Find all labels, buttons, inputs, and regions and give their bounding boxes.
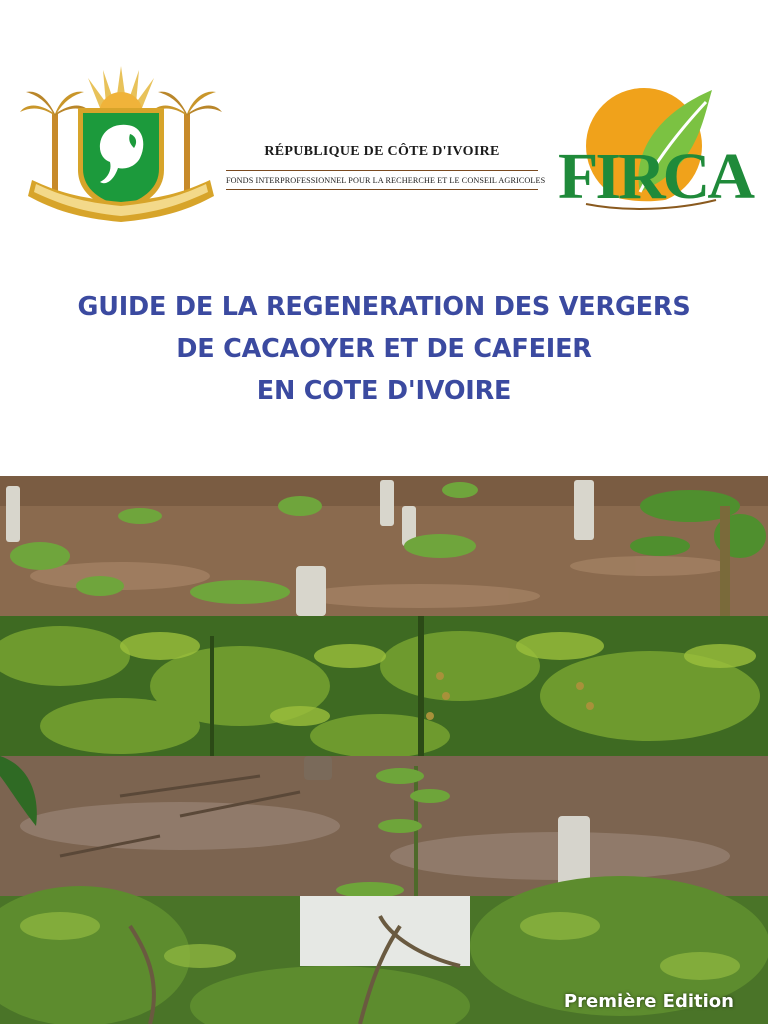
- title-line-3: EN COTE D'IVOIRE: [256, 376, 512, 406]
- photo-cleared-plot: [0, 756, 768, 896]
- republic-label: RÉPUBLIQUE DE CÔTE D'IVOIRE: [264, 144, 500, 159]
- fonds-label: FONDS INTERPROFESSIONNEL POUR LA RECHERCHE ET LE CONSEIL AGRICOLES: [226, 176, 546, 185]
- firca-logo-text: FIRCA: [558, 140, 752, 213]
- divider: [226, 189, 538, 190]
- photo-cocoa-seedlings: [0, 476, 768, 616]
- photo-forest-canopy: [0, 896, 768, 1024]
- edition-label: Première Edition: [563, 991, 734, 1012]
- divider: [226, 170, 538, 171]
- cover-photo-strips: [0, 476, 768, 1024]
- firca-logo: [556, 84, 752, 214]
- title-line-1: GUIDE DE LA REGENERATION DES VERGERS: [77, 292, 691, 322]
- institution-text: [226, 144, 546, 190]
- coat-of-arms-icon: [18, 62, 224, 232]
- title-line-2: DE CACAOYER ET DE CAFEIER: [176, 334, 592, 364]
- page-title: [0, 286, 768, 412]
- photo-coffee-foliage: [0, 616, 768, 756]
- cover-header: [0, 0, 768, 470]
